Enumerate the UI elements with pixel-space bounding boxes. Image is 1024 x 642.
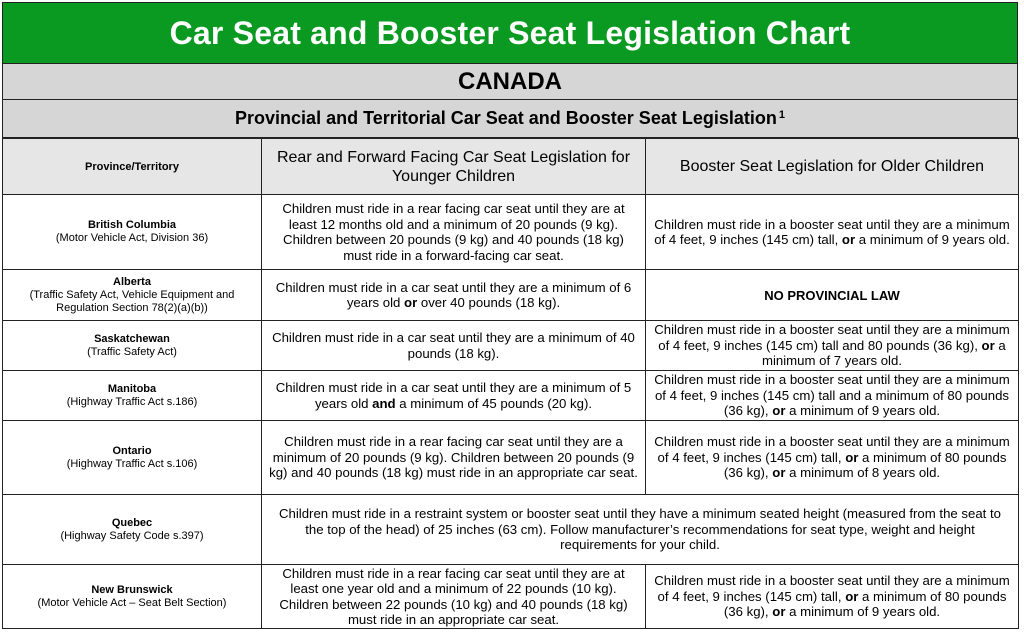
booster-rule: Children must ride in a booster seat until they are a minimum of 4 feet, 9 inches (145 cm) tall and a minimum of 80 pounds (36 kg), or a minimum of 9 years old. <box>646 371 1019 421</box>
province-name: Alberta <box>113 275 151 288</box>
country-header: CANADA <box>2 64 1018 100</box>
car-seat-rule: Children must ride in a rear facing car seat until they are at least 12 months old and a minimum of 20 pounds (9 kg). Children between 20 pounds (9 kg) and 40 pounds (18 kg) must ride in a forward-facing car seat. <box>262 195 646 270</box>
subtitle-footnote: 1 <box>778 108 785 121</box>
province-cell <box>3 270 262 321</box>
table-row <box>3 270 1019 321</box>
table-row <box>3 321 1019 371</box>
province-cell <box>3 195 262 270</box>
column-header-booster: Booster Seat Legislation for Older Children <box>646 139 1019 195</box>
province-cell <box>3 495 262 565</box>
subtitle-text: Provincial and Territorial Car Seat and Booster Seat Legislation <box>235 108 777 128</box>
province-act: (Traffic Safety Act) <box>87 345 177 358</box>
province-cell <box>3 371 262 421</box>
column-header-province: Province/Territory <box>3 139 262 195</box>
province-cell <box>3 565 262 629</box>
province-name: New Brunswick <box>91 583 173 596</box>
table-row <box>3 195 1019 270</box>
table-row <box>3 421 1019 495</box>
province-name: Saskatchewan <box>94 332 170 345</box>
booster-rule: Children must ride in a booster seat until they are a minimum of 4 feet, 9 inches (145 cm) tall, or a minimum of 80 pounds (36 kg), or a minimum of 8 years old. <box>646 421 1019 495</box>
table-row <box>3 565 1019 629</box>
section-subtitle <box>2 100 1018 138</box>
province-name: Manitoba <box>107 382 157 395</box>
province-act: (Highway Safety Code s.397) <box>60 529 204 542</box>
province-act: (Highway Traffic Act s.106) <box>66 457 198 470</box>
car-seat-rule: Children must ride in a car seat until they are a minimum of 5 years old and a minimum of 45 pounds (20 kg). <box>262 371 646 421</box>
column-header-car-seat: Rear and Forward Facing Car Seat Legislation for Younger Children <box>262 139 646 195</box>
table-header-row <box>3 139 1019 195</box>
table-row <box>3 371 1019 421</box>
province-act: (Traffic Safety Act, Vehicle Equipment and Regulation Section 78(2)(a)(b)) <box>29 288 235 314</box>
province-act: (Highway Traffic Act s.186) <box>66 395 198 408</box>
car-seat-rule: Children must ride in a rear facing car seat until they are at least one year old and a minimum of 22 pounds (10 kg). Children between 22 pounds (10 kg) and 40 pounds (18 kg) must ride in an appropriate car seat. <box>262 565 646 629</box>
province-name: Quebec <box>111 516 153 529</box>
province-name: British Columbia <box>87 219 176 231</box>
car-seat-rule: Children must ride in a car seat until they are a minimum of 6 years old or over 40 pounds (18 kg). <box>262 270 646 321</box>
chart-title: Car Seat and Booster Seat Legislation Chart <box>2 2 1018 64</box>
car-seat-rule: Children must ride in a rear facing car seat until they are a minimum of 20 pounds (9 kg). Children between 20 pounds (9 kg) and 40 pounds (18 kg) must ride in an appropriate car seat. <box>262 421 646 495</box>
legislation-table <box>2 138 1019 629</box>
province-name: Ontario <box>112 444 152 457</box>
province-cell <box>3 321 262 371</box>
booster-rule: Children must ride in a booster seat until they are a minimum of 4 feet, 9 inches (145 cm) tall, or a minimum of 80 pounds (36 kg), or a minimum of 9 years old. <box>646 565 1019 629</box>
car-seat-rule: Children must ride in a car seat until they are a minimum of 40 pounds (18 kg). <box>262 321 646 371</box>
booster-rule: Children must ride in a booster seat until they are a minimum of 4 feet, 9 inches (145 cm) tall, or a minimum of 9 years old. <box>646 195 1019 270</box>
booster-rule: Children must ride in a booster seat until they are a minimum of 4 feet, 9 inches (145 cm) tall and 80 pounds (36 kg), or a minimum of 7 years old. <box>646 321 1019 371</box>
booster-rule: NO PROVINCIAL LAW <box>646 270 1019 321</box>
combined-rule: Children must ride in a restraint system or booster seat until they have a minimum seated height (measured from the seat to the top of the head) of 25 inches (63 cm). Follow manufacturer’s recommendations for seat type, weight and height requirements for your child. <box>262 495 1019 565</box>
table-row <box>3 495 1019 565</box>
province-act: (Motor Vehicle Act, Division 36) <box>55 232 209 244</box>
province-act: (Motor Vehicle Act – Seat Belt Section) <box>37 596 227 609</box>
province-cell <box>3 421 262 495</box>
